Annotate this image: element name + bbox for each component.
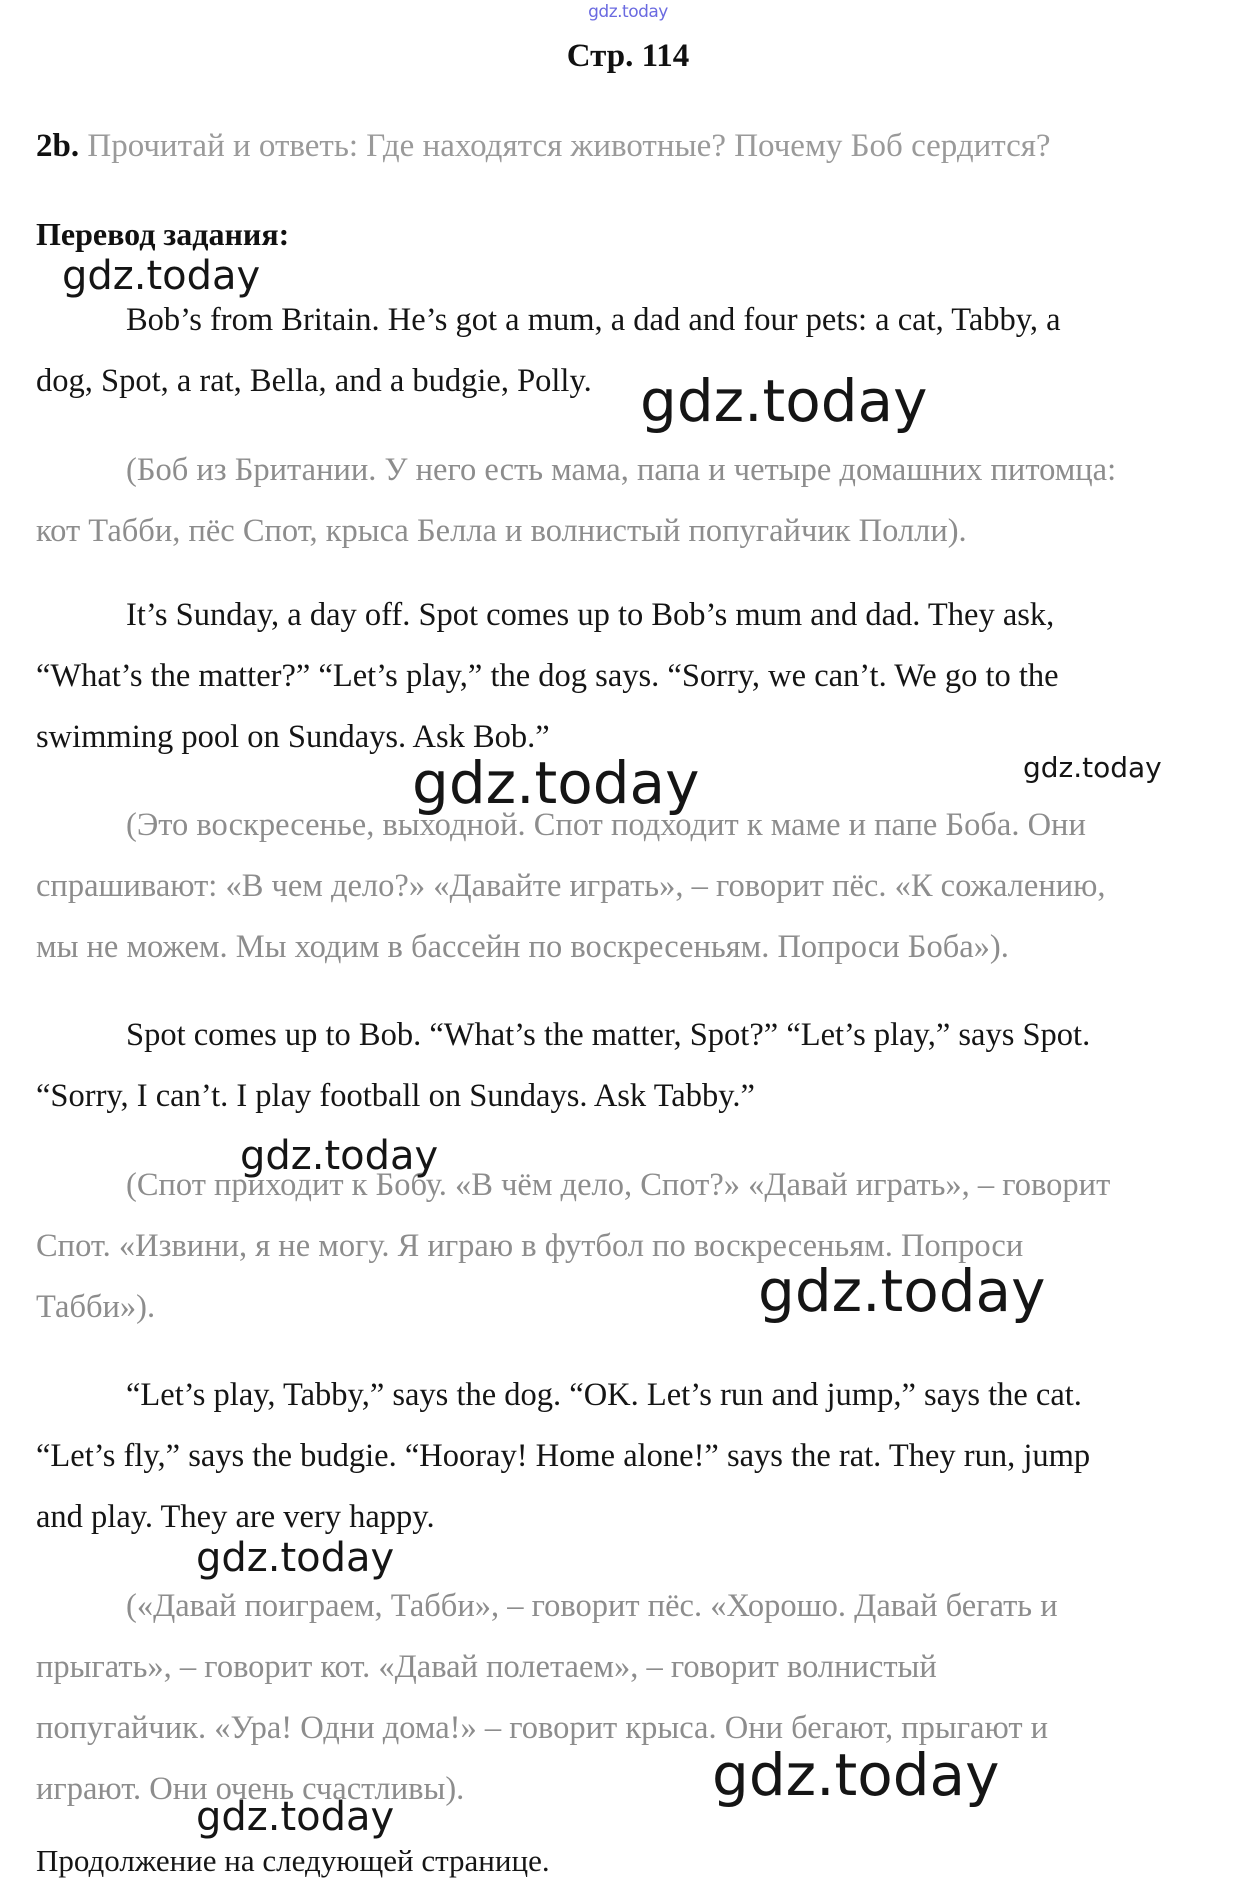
text-line: попугайчик. «Ура! Одни дома!» – говорит крыса. Они бегают, прыгают и [36, 1710, 1049, 1746]
page-title: Стр. 114 [566, 38, 690, 74]
text-line: кот Табби, пёс Спот, крыса Белла и волнистый попугайчик Полли). [36, 513, 967, 549]
top-watermark: gdz.today [588, 2, 668, 22]
text-line: “What’s the matter?” “Let’s play,” the dog says. “Sorry, we can’t. We go to the [36, 658, 1059, 694]
watermark: gdz.today [196, 1794, 395, 1840]
watermark: gdz.today [240, 1133, 439, 1179]
text-line: Bob’s from Britain. He’s got a mum, a dad and four pets: a cat, Tabby, a [126, 302, 1061, 338]
text-line: прыгать», – говорит кот. «Давай полетаем», – говорит волнистый [36, 1649, 937, 1685]
paragraph-4-english [36, 1365, 1216, 1548]
text-line: («Давай поиграем, Табби», – говорит пёс. «Хорошо. Давай бегать и [126, 1588, 1058, 1624]
text-line: “Let’s fly,” says the budgie. “Hooray! Home alone!” says the rat. They run, jump [36, 1438, 1091, 1474]
continuation-note: Продолжение на следующей странице. [36, 1843, 550, 1878]
text-line: играют. Они очень счастливы). [36, 1771, 465, 1807]
watermark: gdz.today [62, 253, 261, 299]
watermark: gdz.today [412, 749, 700, 817]
paragraph-1-english [36, 290, 1216, 412]
text-line: Spot comes up to Bob. “What’s the matter, Spot?” “Let’s play,” says Spot. [126, 1017, 1091, 1053]
watermark: gdz.today [1023, 751, 1162, 784]
text-line: Табби»). [36, 1289, 156, 1325]
text-line: and play. They are very happy. [36, 1499, 435, 1535]
paragraph-1-russian [36, 440, 1216, 562]
task-line [36, 128, 1051, 165]
text-line: спрашивают: «В чем дело?» «Давайте играть», – говорит пёс. «К сожалению, [36, 868, 1106, 904]
text-line: dog, Spot, a rat, Bella, and a budgie, Polly. [36, 363, 592, 399]
text-line: “Let’s play, Tabby,” says the dog. “OK. Let’s run and jump,” says the cat. [126, 1377, 1082, 1413]
text-line: Спот. «Извини, я не могу. Я играю в футбол по воскресеньям. Попроси [36, 1228, 1024, 1264]
watermark: gdz.today [196, 1535, 395, 1581]
watermark: gdz.today [758, 1257, 1046, 1325]
text-line: It’s Sunday, a day off. Spot comes up to Bob’s mum and dad. They ask, [126, 597, 1055, 633]
paragraph-2-english [36, 585, 1216, 768]
paragraph-2-russian [36, 795, 1216, 978]
translation-heading: Перевод задания: [36, 216, 290, 252]
text-line: (Это воскресенье, выходной. Спот подходит к маме и папе Боба. Они [126, 807, 1086, 843]
text-line: (Боб из Британии. У него есть мама, папа и четыре домашних питомца: [126, 452, 1117, 488]
paragraph-3-english [36, 1005, 1216, 1127]
task-question: Прочитай и ответь: Где находятся животные? Почему Боб сердится? [87, 128, 1051, 164]
watermark: gdz.today [640, 367, 928, 435]
paragraph-4-russian [36, 1576, 1216, 1820]
text-line: (Спот приходит к Бобу. «В чём дело, Спот?» «Давай играть», – говорит [126, 1167, 1111, 1203]
text-line: мы не можем. Мы ходим в бассейн по воскресеньям. Попроси Боба»). [36, 929, 1009, 965]
watermark: gdz.today [712, 1741, 1000, 1809]
task-number: 2b. [36, 128, 80, 164]
text-line: “Sorry, I can’t. I play football on Sundays. Ask Tabby.” [36, 1078, 755, 1114]
text-line: swimming pool on Sundays. Ask Bob.” [36, 719, 550, 755]
